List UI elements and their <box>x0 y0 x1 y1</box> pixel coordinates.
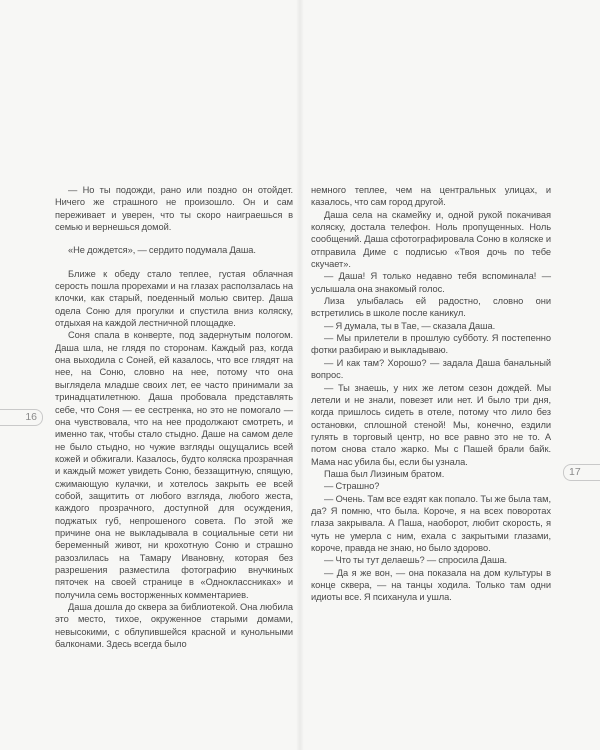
paragraph: — Очень. Там все ездят как попало. Ты же была там, да? Я помню, что была. Короче, я на всех поворотах глаза закрывала. А Паша, наоборот, любит скорость, я чуть не умерла с ним, ехала с закрытыми глазами, короче, правда не знаю, но было здорово. <box>311 493 551 553</box>
right-page-text <box>311 184 551 604</box>
paragraph: Даша села на скамейку и, одной рукой покачивая коляску, достала телефон. Ноль пропущенных. Ноль сообщений. Даша сфотографировала Соню в коляске и отправила Диме с подписью «Твоя дочь по тебе скучает». <box>311 209 551 270</box>
paragraph: немного теплее, чем на центральных улицах, и казалось, что сам город другой. <box>311 185 551 208</box>
paragraph: Ближе к обеду стало теплее, густая облачная серость пошла прорехами и на глазах расползалась на клочки, как старый, поеденный молью свитер. Даша одела Соню для прогулки и спустила вниз коляску, отдыхая на каждой лестничной площадке. <box>55 268 293 329</box>
paragraph: — Ты знаешь, у них же летом сезон дождей. Мы летели и не знали, повезет или нет. И было три дня, когда пришлось сидеть в отеле, потому что лило без остановки, сплошной стеной! Мы, конечно, ездили гулять в торговый центр, но все равно это не то. А потом снова стало жарко. Мы с Пашей брали байк. Мама нас убила бы, если бы узнала. <box>311 382 551 467</box>
paragraph: Лиза улыбалась ей радостно, словно они встретились в школе после каникул. <box>311 296 551 319</box>
paragraph: Соня спала в конверте, под задернутым пологом. Даша шла, не глядя по сторонам. Каждый раз, когда она выходила с Соней, ей казалось, что все глядят на нее, на Соню, словно на нее, потому что она выглядела младше своих лет, ее часто принимали за тринадцатилетнюю. Даша пробовала представлять себе, что Соня — ее сестренка, но это не помогало — она чувствовала, что на нее продолжают смотреть, и именно так, чтобы стало стыдно. Даше на самом деле не было стыдно, но чужие взгляды ощущались всей кожей и обжигали. Казалось, будто коляска прозрачная и каждый может увидеть Соню, беззащитную, спящую, сжимающую кулачки, и хотелось закрыть ее всей собой, защитить от любого взгляда, любого жеста, каждого прозрачного, доступной для осуждения, поджатых губ, непрошеного совета. По этой же причине она не выкладывала в социальные сети ни беременный живот, ни крохотную Соню и страшно разозлилась на Тамару Ивановну, которая без разрешения разместила фотографию внучкиных пяточек на своей странице в «Одноклассниках» и получила семь восторженных комментариев. <box>55 330 293 600</box>
paragraph: — Мы прилетели в прошлую субботу. Я постепенно фотки разбираю и выкладываю. <box>311 333 551 356</box>
paragraph: — Да я же вон, — она показала на дом культуры в конце сквера, — на танцы ходила. Только там одни идиоты все. Я психанула и ушла. <box>311 567 551 603</box>
paragraph: Паша был Лизиным братом. <box>324 468 445 479</box>
left-page-text <box>55 184 293 650</box>
paragraph: — Даша! Я только недавно тебя вспоминала! — услышала она знакомый голос. <box>311 271 551 294</box>
page-number-left: 16 <box>0 409 43 426</box>
page-gutter <box>296 0 304 750</box>
paragraph: «Не дождется», — сердито подумала Даша. <box>68 245 256 256</box>
page-number-right: 17 <box>563 464 600 481</box>
paragraph: Даша дошла до сквера за библиотекой. Она любила это место, тихое, окруженное старыми домами, невысокими, с облупившейся красной и кунольными балконами. Здесь всегда было <box>55 602 293 650</box>
paragraph: — Что ты тут делаешь? — спросила Даша. <box>324 555 508 566</box>
paragraph: — Страшно? <box>324 481 380 492</box>
paragraph: — Но ты подожди, рано или поздно он отойдет. Ничего же страшного не произошло. Он и сам переживает и уверен, что ты скоро наиграешься в семью и вернешься домой. <box>55 185 293 233</box>
paragraph: — Я думала, ты в Тае, — сказала Даша. <box>324 320 496 331</box>
paragraph: — И как там? Хорошо? — задала Даша банальный вопрос. <box>311 357 551 381</box>
